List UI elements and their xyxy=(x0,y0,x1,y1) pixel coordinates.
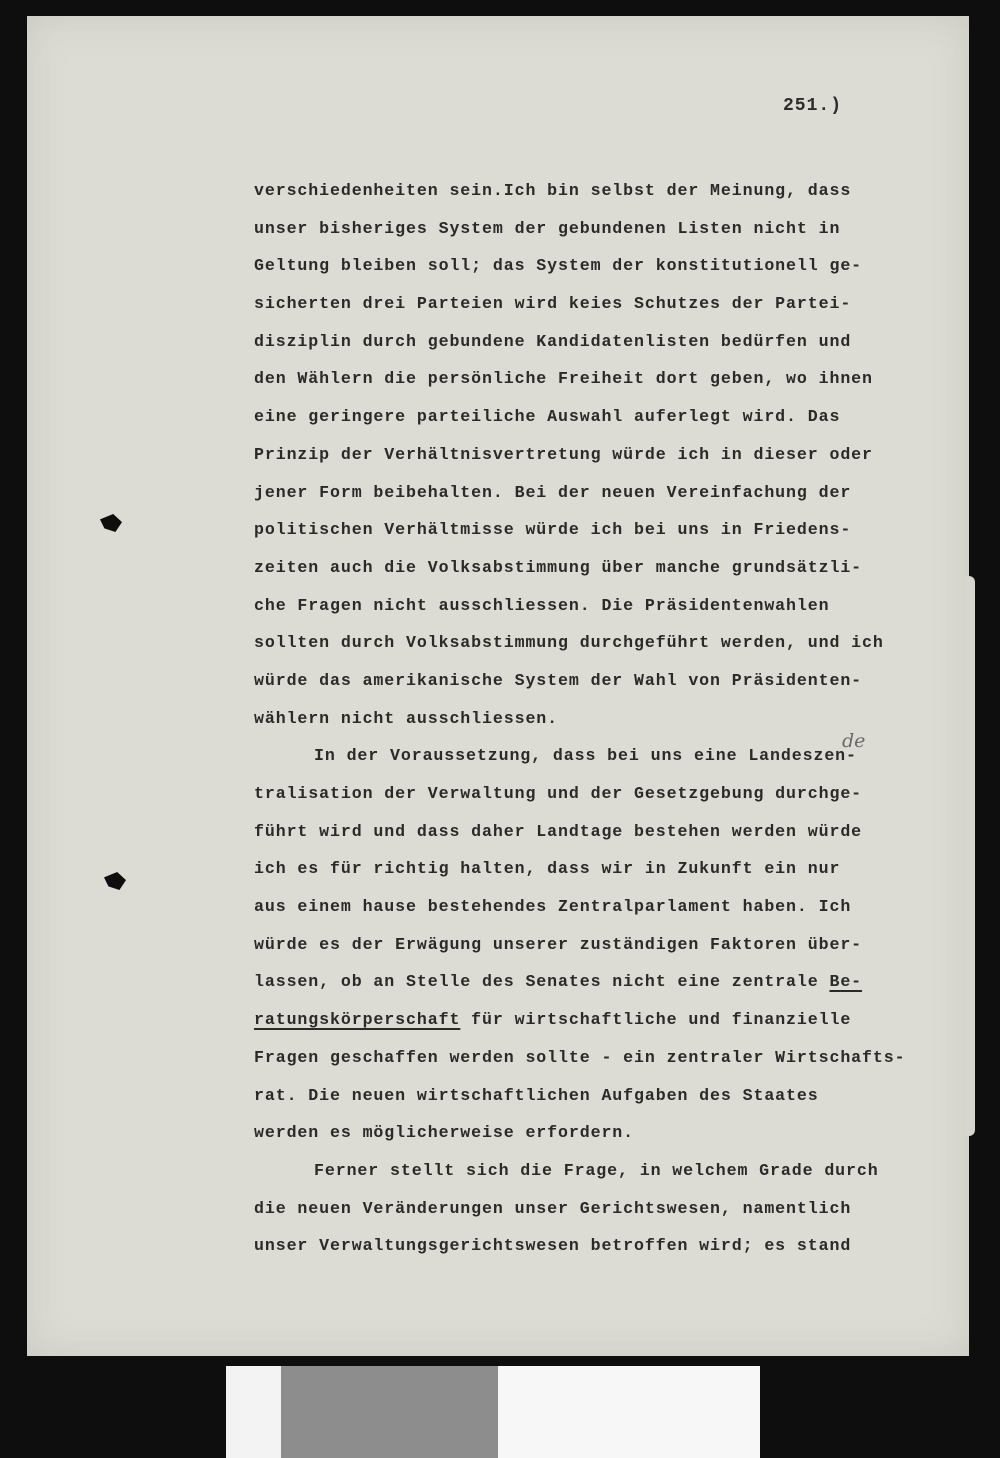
paragraph-start-line: Ferner stellt sich die Frage, in welchem Grade durch xyxy=(314,1160,879,1180)
paper-edge xyxy=(965,576,975,1136)
text-line: unser Verwaltungsgerichtswesen betroffen wird; es stand xyxy=(254,1236,852,1256)
text-line: sollten durch Volksabstimmung durchgeführt werden, und ich xyxy=(254,633,884,653)
text-line: Geltung bleiben soll; das System der konstitutionell ge- xyxy=(254,256,863,276)
text-line: jener Form beibehalten. Bei der neuen Vereinfachung der xyxy=(254,482,852,502)
calibration-strip-white xyxy=(498,1366,760,1458)
text-line: wählern nicht ausschliessen. xyxy=(254,708,559,728)
page-number: 251.) xyxy=(783,96,843,116)
text-line: ratungskörperschaft für wirtschaftliche und finanzielle xyxy=(254,1010,852,1030)
text-line: würde das amerikanische System der Wahl von Präsidenten- xyxy=(254,670,863,690)
text-line: tralisation der Verwaltung und der Gesetzgebung durchge- xyxy=(254,784,863,803)
text-line: Fragen geschaffen werden sollte - ein zentraler Wirtschafts- xyxy=(254,1047,906,1067)
paragraph-start-line: In der Voraussetzung, dass bei uns eine Landeszen- xyxy=(314,746,857,766)
text-line: eine geringere parteiliche Auswahl auferlegt wird. Das xyxy=(254,407,841,427)
text-line: che Fragen nicht ausschliessen. Die Präsidentenwahlen xyxy=(254,595,830,615)
text-line: lassen, ob an Stelle des Senates nicht eine zentrale Be- xyxy=(254,972,863,992)
underlined-word: ratungskörperschaft xyxy=(254,1010,461,1030)
text-line: den Wählern die persönliche Freiheit dort geben, wo ihnen xyxy=(254,369,873,389)
text-line: verschiedenheiten sein.Ich bin selbst der Meinung, dass xyxy=(254,181,852,200)
text-line: sicherten drei Parteien wird keies Schutzes der Partei- xyxy=(254,294,852,314)
text-line: rat. Die neuen wirtschaftlichen Aufgaben des Staates xyxy=(254,1085,819,1105)
text-line: politischen Verhältmisse würde ich bei uns in Friedens- xyxy=(254,520,852,540)
calibration-strip-light xyxy=(226,1366,281,1458)
text-line: werden es möglicherweise erfordern. xyxy=(254,1123,635,1143)
text-line: ich es für richtig halten, dass wir in Zukunft ein nur xyxy=(254,859,841,879)
text-line: führt wird und dass daher Landtage bestehen werden würde xyxy=(254,821,863,841)
text-line: aus einem hause bestehendes Zentralparlament haben. Ich xyxy=(254,897,852,917)
text-line: Prinzip der Verhältnisvertretung würde ich in dieser oder xyxy=(254,444,873,464)
underlined-word: Be- xyxy=(829,972,863,992)
text-line: disziplin durch gebundene Kandidatenlisten bedürfen und xyxy=(254,331,852,351)
text-line: zeiten auch die Volksabstimmung über manche grundsätzli- xyxy=(254,557,863,577)
calibration-strip-gray xyxy=(281,1366,498,1458)
text-line: unser bisheriges System der gebundenen Listen nicht in xyxy=(254,218,841,238)
text-line: würde es der Erwägung unserer zuständigen Faktoren über- xyxy=(254,934,863,954)
typed-text-body xyxy=(254,172,954,1265)
margin-annotation: de xyxy=(842,730,866,752)
text-line: die neuen Veränderungen unser Gerichtswesen, namentlich xyxy=(254,1198,852,1218)
